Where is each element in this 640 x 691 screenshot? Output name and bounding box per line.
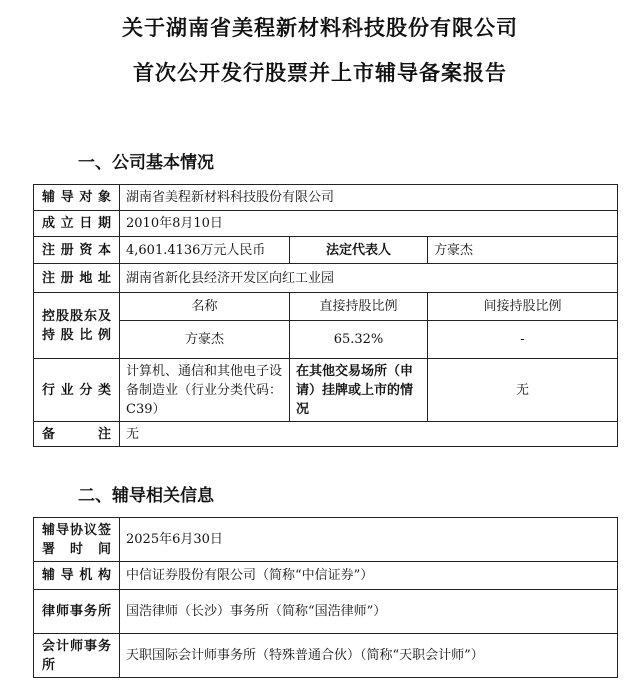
tutoring-target-value: 湖南省美程新材料科技股份有限公司 — [120, 185, 618, 211]
company-info-table — [33, 184, 618, 447]
shareholder-header-indirect: 间接持股比例 — [428, 293, 618, 321]
institution-value: 中信证券股份有限公司（简称“中信证券”） — [120, 562, 618, 590]
address-label: 注册地址 — [34, 264, 120, 293]
table-row — [34, 237, 618, 264]
address-value: 湖南省新化县经济开发区向红工业园 — [120, 264, 618, 293]
shareholder-name: 方豪杰 — [120, 321, 290, 359]
shareholder-header-direct: 直接持股比例 — [290, 293, 428, 321]
tutoring-target-label: 辅导对象 — [34, 185, 120, 211]
section-heading-tutoring-info: 二、辅导相关信息 — [78, 486, 214, 506]
table-row — [34, 359, 618, 422]
industry-label: 行业分类 — [34, 359, 120, 422]
table-row — [34, 264, 618, 293]
remarks-value: 无 — [120, 422, 618, 447]
legal-rep-value: 方豪杰 — [428, 237, 618, 264]
established-label: 成立日期 — [34, 211, 120, 237]
shareholder-direct-ratio: 65.32% — [290, 321, 428, 359]
institution-label: 辅导机构 — [34, 562, 120, 590]
shareholder-indirect-ratio: - — [428, 321, 618, 359]
table-row — [34, 321, 618, 359]
capital-label: 注册资本 — [34, 237, 120, 264]
table-row — [34, 293, 618, 321]
section-heading-company-info: 一、公司基本情况 — [78, 153, 214, 173]
listing-value: 无 — [428, 359, 618, 422]
document-title-line-1: 关于湖南省美程新材料科技股份有限公司 — [122, 16, 518, 40]
agreement-date-value: 2025年6月30日 — [120, 518, 618, 562]
accounting-firm-value: 天职国际会计师事务所（特殊普通合伙）（简称“天职会计师”） — [120, 634, 618, 678]
table-row — [34, 422, 618, 447]
shareholder-header-name: 名称 — [120, 293, 290, 321]
table-row — [34, 634, 618, 678]
table-row — [34, 211, 618, 237]
capital-value: 4,601.4136万元人民币 — [120, 237, 290, 264]
shareholder-label: 控股股东及持股比例 — [34, 293, 120, 359]
table-row — [34, 185, 618, 211]
remarks-label: 备注 — [34, 422, 120, 447]
agreement-date-label: 辅导协议签署时间 — [34, 518, 120, 562]
tutoring-info-table — [33, 517, 618, 678]
law-firm-label: 律师事务所 — [34, 590, 120, 634]
table-row — [34, 518, 618, 562]
accounting-firm-label: 会计师事务所 — [34, 634, 120, 678]
law-firm-value: 国浩律师（长沙）事务所（简称“国浩律师”） — [120, 590, 618, 634]
industry-value: 计算机、通信和其他电子设备制造业（行业分类代码：C39） — [120, 359, 290, 422]
established-value: 2010年8月10日 — [120, 211, 618, 237]
legal-rep-label: 法定代表人 — [290, 237, 428, 264]
document-title-line-2: 首次公开发行股票并上市辅导备案报告 — [133, 61, 507, 85]
table-row — [34, 590, 618, 634]
table-row — [34, 562, 618, 590]
listing-label: 在其他交易场所（申请）挂牌或上市的情况 — [290, 359, 428, 422]
